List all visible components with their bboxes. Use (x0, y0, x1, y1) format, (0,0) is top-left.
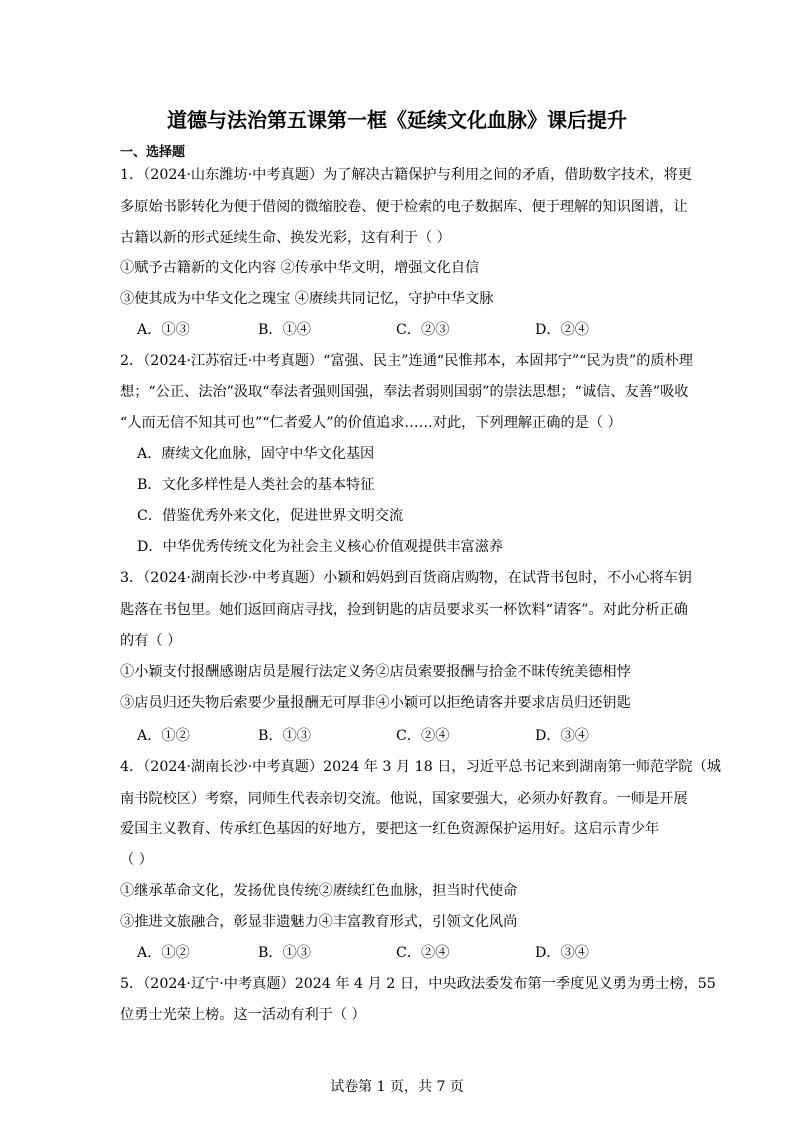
question-1-line-2: 多原始书影转化为便于借阅的微缩胶卷、便于检索的电子数据库、便于理解的知识图谱，让 (120, 199, 688, 215)
question-3-option-a: A．①② (137, 728, 190, 744)
question-4-line-4: （ ） (120, 852, 153, 868)
question-3-option-c: C．②④ (396, 728, 450, 744)
question-2-line-3: “人而无信不知其可也”“仁者爱人”的价值追求……对此，下列理解正确的是（ ） (120, 415, 622, 431)
question-4-statement-12: ①继承革命文化，发扬优良传统②赓续红色血脉，担当时代使命 (120, 883, 518, 899)
question-3-line-3: 的有（ ） (120, 633, 182, 649)
question-3-option-b: B．①③ (258, 728, 311, 744)
question-4-line-2: 南书院校区）考察，同师生代表亲切交流。他说，国家要强大，必须办好教育。一师是开展 (120, 791, 688, 807)
question-1-statement-12: ①赋予古籍新的文化内容 ②传承中华文明，增强文化自信 (120, 260, 480, 276)
question-3-option-d: D．③④ (535, 728, 589, 744)
question-1-option-b: B．①④ (258, 322, 311, 338)
question-2-option-b: B．文化多样性是人类社会的基本特征 (137, 477, 375, 493)
question-3-statement-12: ①小颖支付报酬感谢店员是履行法定义务②店员索要报酬与拾金不昧传统美德相悖 (120, 664, 631, 680)
question-1-statement-34: ③使其成为中华文化之瑰宝 ④赓续共同记忆，守护中华文脉 (120, 291, 494, 307)
question-4-option-d: D．③④ (535, 945, 589, 961)
question-1-option-a: A．①③ (137, 322, 190, 338)
question-4-option-b: B．①③ (258, 945, 311, 961)
question-2-line-2: 想；“公正、法治”汲取“奉法者强则国强，奉法者弱则国弱”的崇法思想；“诚信、友善”吸收 (120, 384, 689, 400)
question-2-option-a: A．赓续文化血脉，固守中华文化基因 (137, 446, 375, 462)
question-4-option-c: C．②④ (396, 945, 450, 961)
question-3-line-1: 3．（2024·湖南长沙·中考真题）小颖和妈妈到百货商店购物，在试背书包时，不小心将车钥 (120, 570, 692, 586)
question-2-line-1: 2．（2024·江苏宿迁·中考真题）“富强、民主”连通“民惟邦本，本固邦宁”“民为贵”的质朴理 (120, 353, 693, 369)
question-1-option-c: C．②③ (396, 322, 450, 338)
question-1-option-d: D．②④ (535, 322, 589, 338)
question-5-line-2: 位勇士光荣上榜。这一活动有利于（ ） (120, 1007, 366, 1023)
question-2-option-d: D．中华优秀传统文化为社会主义核心价值观提供丰富滋养 (137, 539, 504, 555)
question-2-option-c: C．借鉴优秀外来文化，促进世界文明交流 (137, 508, 404, 524)
section-heading: 一、选择题 (120, 145, 186, 160)
page-footer: 试卷第 1 页，共 7 页 (330, 1079, 464, 1095)
question-1-line-3: 古籍以新的形式延续生命、换发光彩，这有利于（ ） (120, 230, 451, 246)
question-3-statement-34: ③店员归还失物后索要少量报酬无可厚非④小颖可以拒绝请客并要求店员归还钥匙 (120, 695, 631, 711)
question-4-line-1: 4．（2024·湖南长沙·中考真题）2024 年 3 月 18 日，习近平总书记来到湖南第一师范学院（城 (120, 759, 721, 775)
question-5-line-1: 5．（2024·辽宁·中考真题）2024 年 4 月 2 日，中央政法委发布第一季度见义勇为勇士榜，55 (120, 976, 716, 992)
question-1-line-1: 1．（2024·山东潍坊·中考真题）为了解决古籍保护与利用之间的矛盾，借助数字技术，将更 (120, 167, 692, 183)
question-4-statement-34: ③推进文旅融合，彰显非遗魅力④丰富教育形式，引领文化风尚 (120, 914, 518, 930)
question-4-option-a: A．①② (137, 945, 190, 961)
question-3-line-2: 匙落在书包里。她们返回商店寻找，捡到钥匙的店员要求买一杯饮料“请客”。对此分析正确 (120, 602, 688, 618)
document-title: 道德与法治第五课第一框《延续文化血脉》课后提升 (167, 108, 627, 132)
question-4-line-3: 爱国主义教育、传承红色基因的好地方，要把这一红色资源保护运用好。这启示青少年 (120, 821, 660, 837)
